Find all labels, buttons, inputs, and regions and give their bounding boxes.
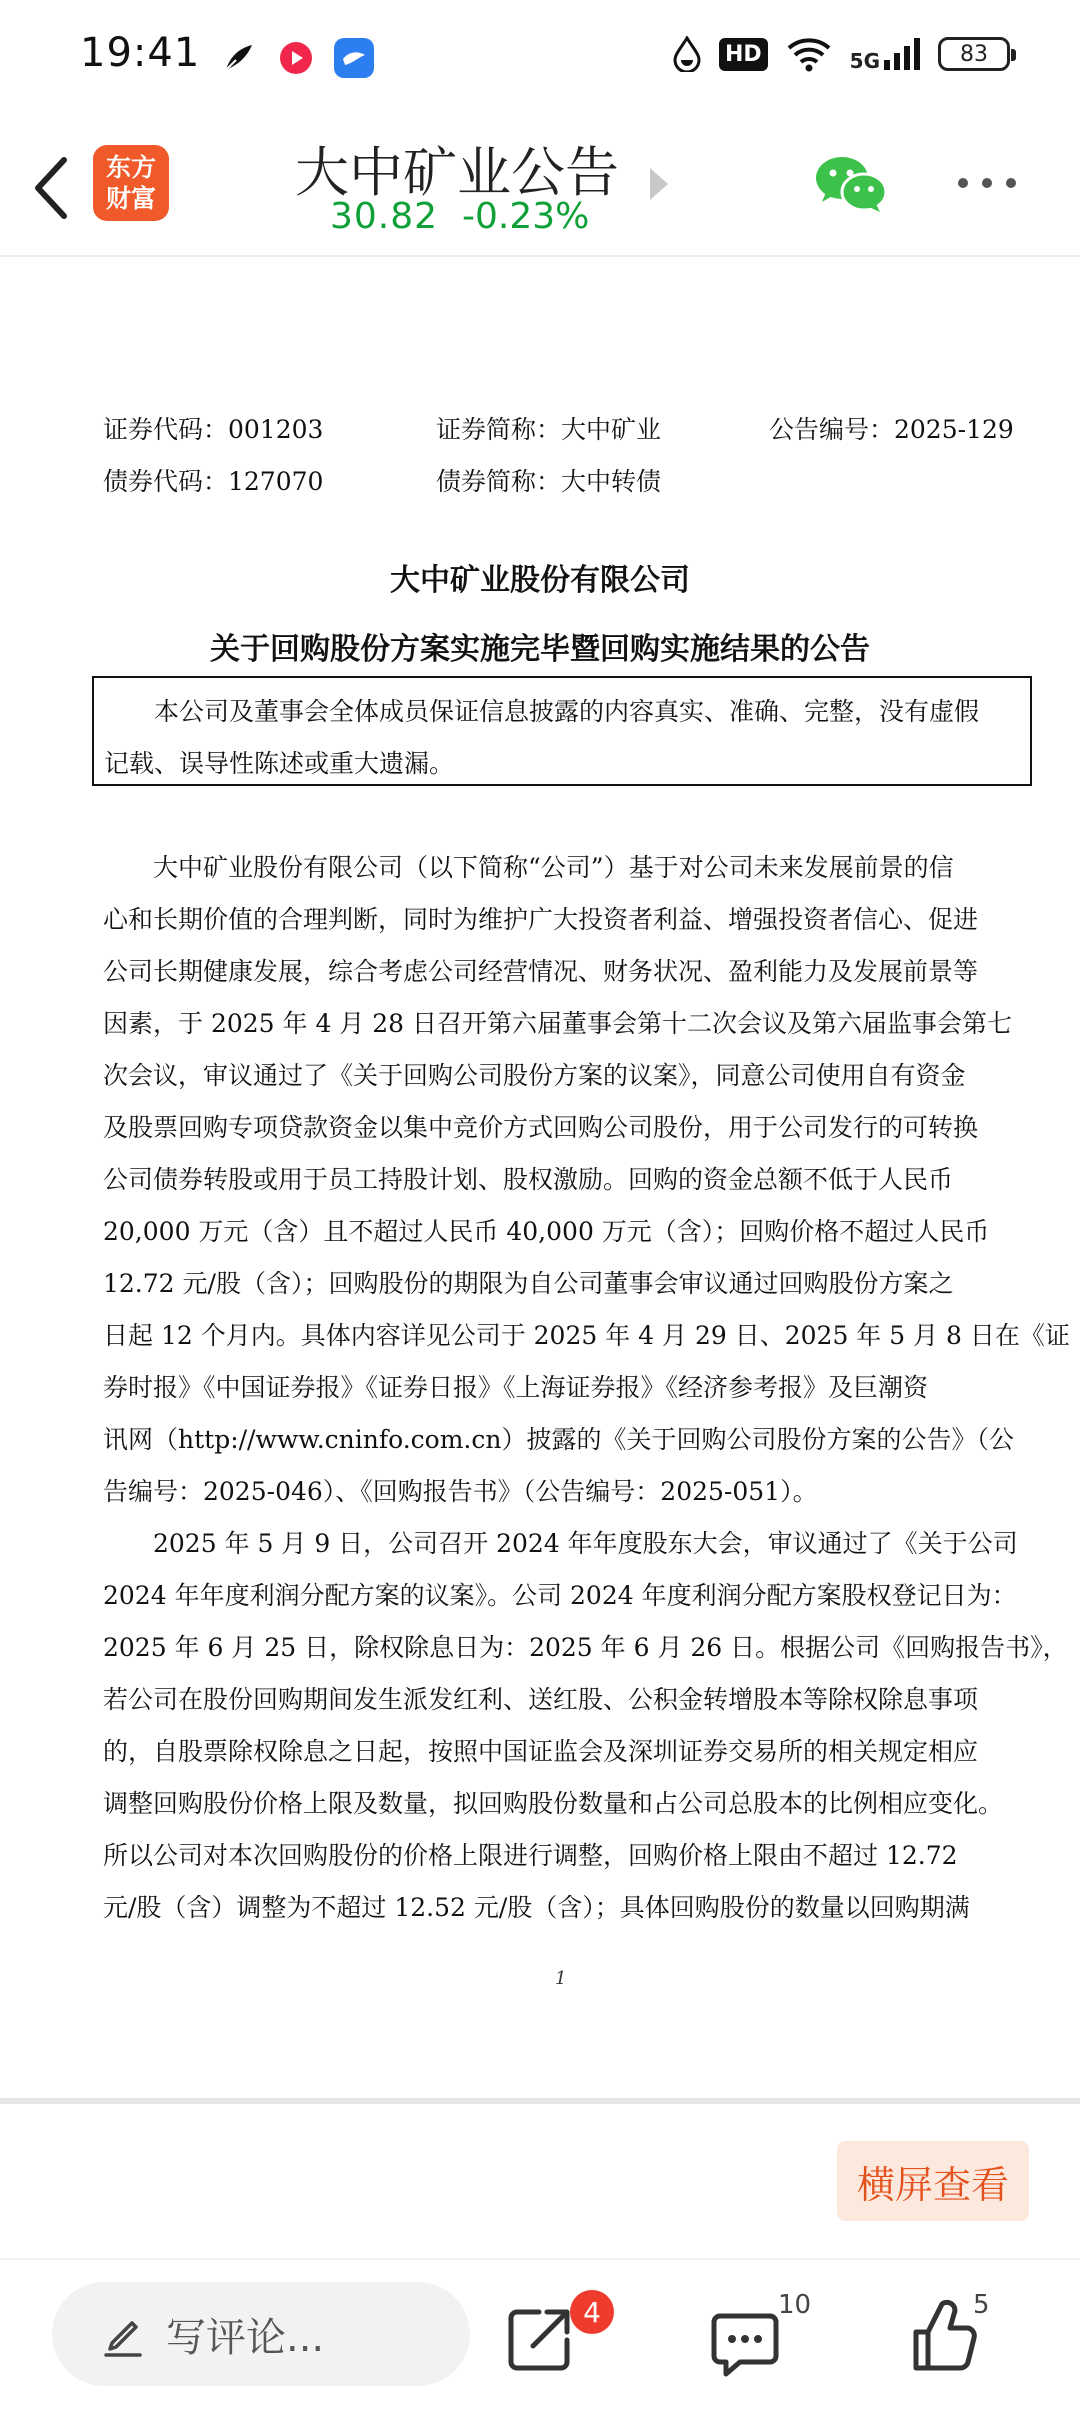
share-icon — [505, 2304, 575, 2374]
disclaimer-line: 本公司及董事会全体成员保证信息披露的内容真实、准确、完整，没有虚假 — [154, 697, 980, 726]
body-line: 公司长期健康发展，综合考虑公司经营情况、财务状况、盈利能力及发展前景等 — [103, 957, 979, 986]
wechat-share-button[interactable] — [814, 154, 888, 218]
like-button[interactable] — [910, 2298, 980, 2378]
landscape-view-button[interactable]: 横屏查看 — [837, 2141, 1029, 2221]
body-line: 若公司在股份回购期间发生派发红利、送红股、公积金转增股本等除权除息事项 — [103, 1685, 979, 1714]
bird-app-icon — [334, 38, 374, 78]
brand-logo-line2: 财富 — [105, 184, 156, 213]
more-dot-icon — [1006, 178, 1016, 188]
security-name: 证券简称：大中矿业 — [436, 415, 662, 444]
brand-logo[interactable] — [93, 145, 169, 221]
thumbs-up-icon — [910, 2298, 980, 2374]
comments-count: 10 — [778, 2290, 812, 2320]
announcement-title: 关于回购股份方案实施完毕暨回购实施结果的公告 — [210, 632, 870, 667]
app-header — [0, 120, 1080, 257]
body-line: 2025 年 5 月 9 日，公司召开 2024 年年度股东大会，审议通过了《关于公司 — [103, 1529, 1018, 1558]
body-line: 2025 年 6 月 25 日，除权除息日为：2025 年 6 月 26 日。根据公司《回购报告书》， — [103, 1633, 1068, 1662]
body-line: 券时报》《中国证券报》《证券日报》《上海证券报》《经济参考报》及巨潮资 — [103, 1373, 929, 1402]
water-drop-icon — [673, 36, 701, 72]
body-line: 20,000 万元（含）且不超过人民币 40,000 万元（含）；回购价格不超过人民币 — [103, 1217, 990, 1246]
notification-icons — [218, 38, 374, 78]
share-button[interactable] — [505, 2304, 575, 2378]
body-line: 告编号：2025-046）、《回购报告书》（公告编号：2025-051）。 — [103, 1477, 818, 1506]
status-right — [673, 36, 1010, 72]
body-line: 心和长期价值的合理判断，同时为维护广大投资者利益、增强投资者信心、促进 — [103, 905, 979, 934]
body-line: 及股票回购专项贷款资金以集中竞价方式回购公司股份，用于公司发行的可转换 — [103, 1113, 979, 1142]
likes-count: 5 — [973, 2290, 990, 2320]
content-divider — [0, 2098, 1080, 2104]
disclaimer-line: 记载、误导性陈述或重大遗漏。 — [104, 749, 455, 778]
status-time: 19:41 — [80, 30, 201, 76]
body-line: 讯网（http://www.cninfo.com.cn）披露的《关于回购公司股份方案的公告》（公 — [103, 1425, 1014, 1454]
bottom-action-bar — [0, 2262, 1080, 2412]
announcement-document — [0, 258, 1080, 2098]
network-type: 5G — [849, 49, 880, 73]
body-line: 调整回购股份价格上限及数量，拟回购股份数量和占公司总股本的比例相应变化。 — [103, 1789, 1004, 1818]
comment-input[interactable] — [52, 2282, 470, 2386]
feather-app-icon — [218, 38, 258, 78]
back-button[interactable] — [20, 148, 80, 228]
signal-icon — [884, 38, 920, 70]
status-bar — [0, 0, 1080, 110]
share-count-badge: 4 — [570, 2290, 614, 2334]
comment-bubble-icon — [710, 2312, 780, 2378]
body-line: 次会议，审议通过了《关于回购公司股份方案的议案》，同意公司使用自有资金 — [103, 1061, 966, 1090]
body-line: 元/股（含）调整为不超过 12.52 元/股（含）；具体回购股份的数量以回购期满 — [103, 1893, 970, 1922]
announcement-number: 公告编号：2025-129 — [769, 415, 1014, 444]
battery-indicator — [938, 37, 1010, 71]
page-title: 大中矿业公告 — [295, 141, 619, 204]
security-code: 证券代码：001203 — [103, 415, 324, 444]
comment-placeholder: 写评论... — [166, 2314, 325, 2361]
page-number: 1 — [555, 1968, 567, 1989]
wifi-icon — [786, 36, 832, 72]
body-line: 2024 年年度利润分配方案的议案》。公司 2024 年度利润分配方案股权登记日为： — [103, 1581, 1017, 1610]
video-app-icon — [276, 38, 316, 78]
body-line: 所以公司对本次回购股份的价格上限进行调整，回购价格上限由不超过 12.72 — [103, 1841, 958, 1870]
company-name: 大中矿业股份有限公司 — [390, 563, 690, 598]
body-line: 的，自股票除权除息之日起，按照中国证监会及深圳证券交易所的相关规定相应 — [103, 1737, 979, 1766]
body-line: 12.72 元/股（含）；回购股份的期限为自公司董事会审议通过回购股份方案之 — [103, 1269, 954, 1298]
body-line: 日起 12 个月内。具体内容详见公司于 2025 年 4 月 29 日、2025 年 5 月 8 日在《证 — [103, 1321, 1070, 1350]
hd-badge: HD — [719, 38, 768, 71]
back-chevron-icon — [30, 156, 70, 220]
more-dot-icon — [958, 178, 968, 188]
stock-price: 30.82 — [330, 196, 439, 237]
bond-code: 债券代码：127070 — [103, 467, 324, 496]
battery-level: 83 — [960, 41, 988, 67]
more-dot-icon — [982, 178, 992, 188]
body-line: 公司债券转股或用于员工持股计划、股权激励。回购的资金总额不低于人民币 — [103, 1165, 954, 1194]
title-arrow-icon[interactable] — [648, 166, 670, 206]
body-line: 大中矿业股份有限公司（以下简称“公司”）基于对公司未来发展前景的信 — [103, 853, 954, 882]
brand-logo-line1: 东方 — [105, 153, 156, 182]
comments-button[interactable] — [710, 2312, 780, 2382]
bottom-separator — [0, 2258, 1080, 2260]
body-line: 因素，于 2025 年 4 月 28 日召开第六届董事会第十二次会议及第六届监事会第七 — [103, 1009, 1013, 1038]
disclaimer-box — [92, 676, 1032, 786]
more-options-button[interactable] — [958, 178, 1016, 188]
bond-name: 债券简称：大中转债 — [436, 467, 662, 496]
stock-change: -0.23% — [462, 196, 590, 237]
pen-icon — [98, 2309, 148, 2359]
wechat-icon — [814, 154, 888, 214]
